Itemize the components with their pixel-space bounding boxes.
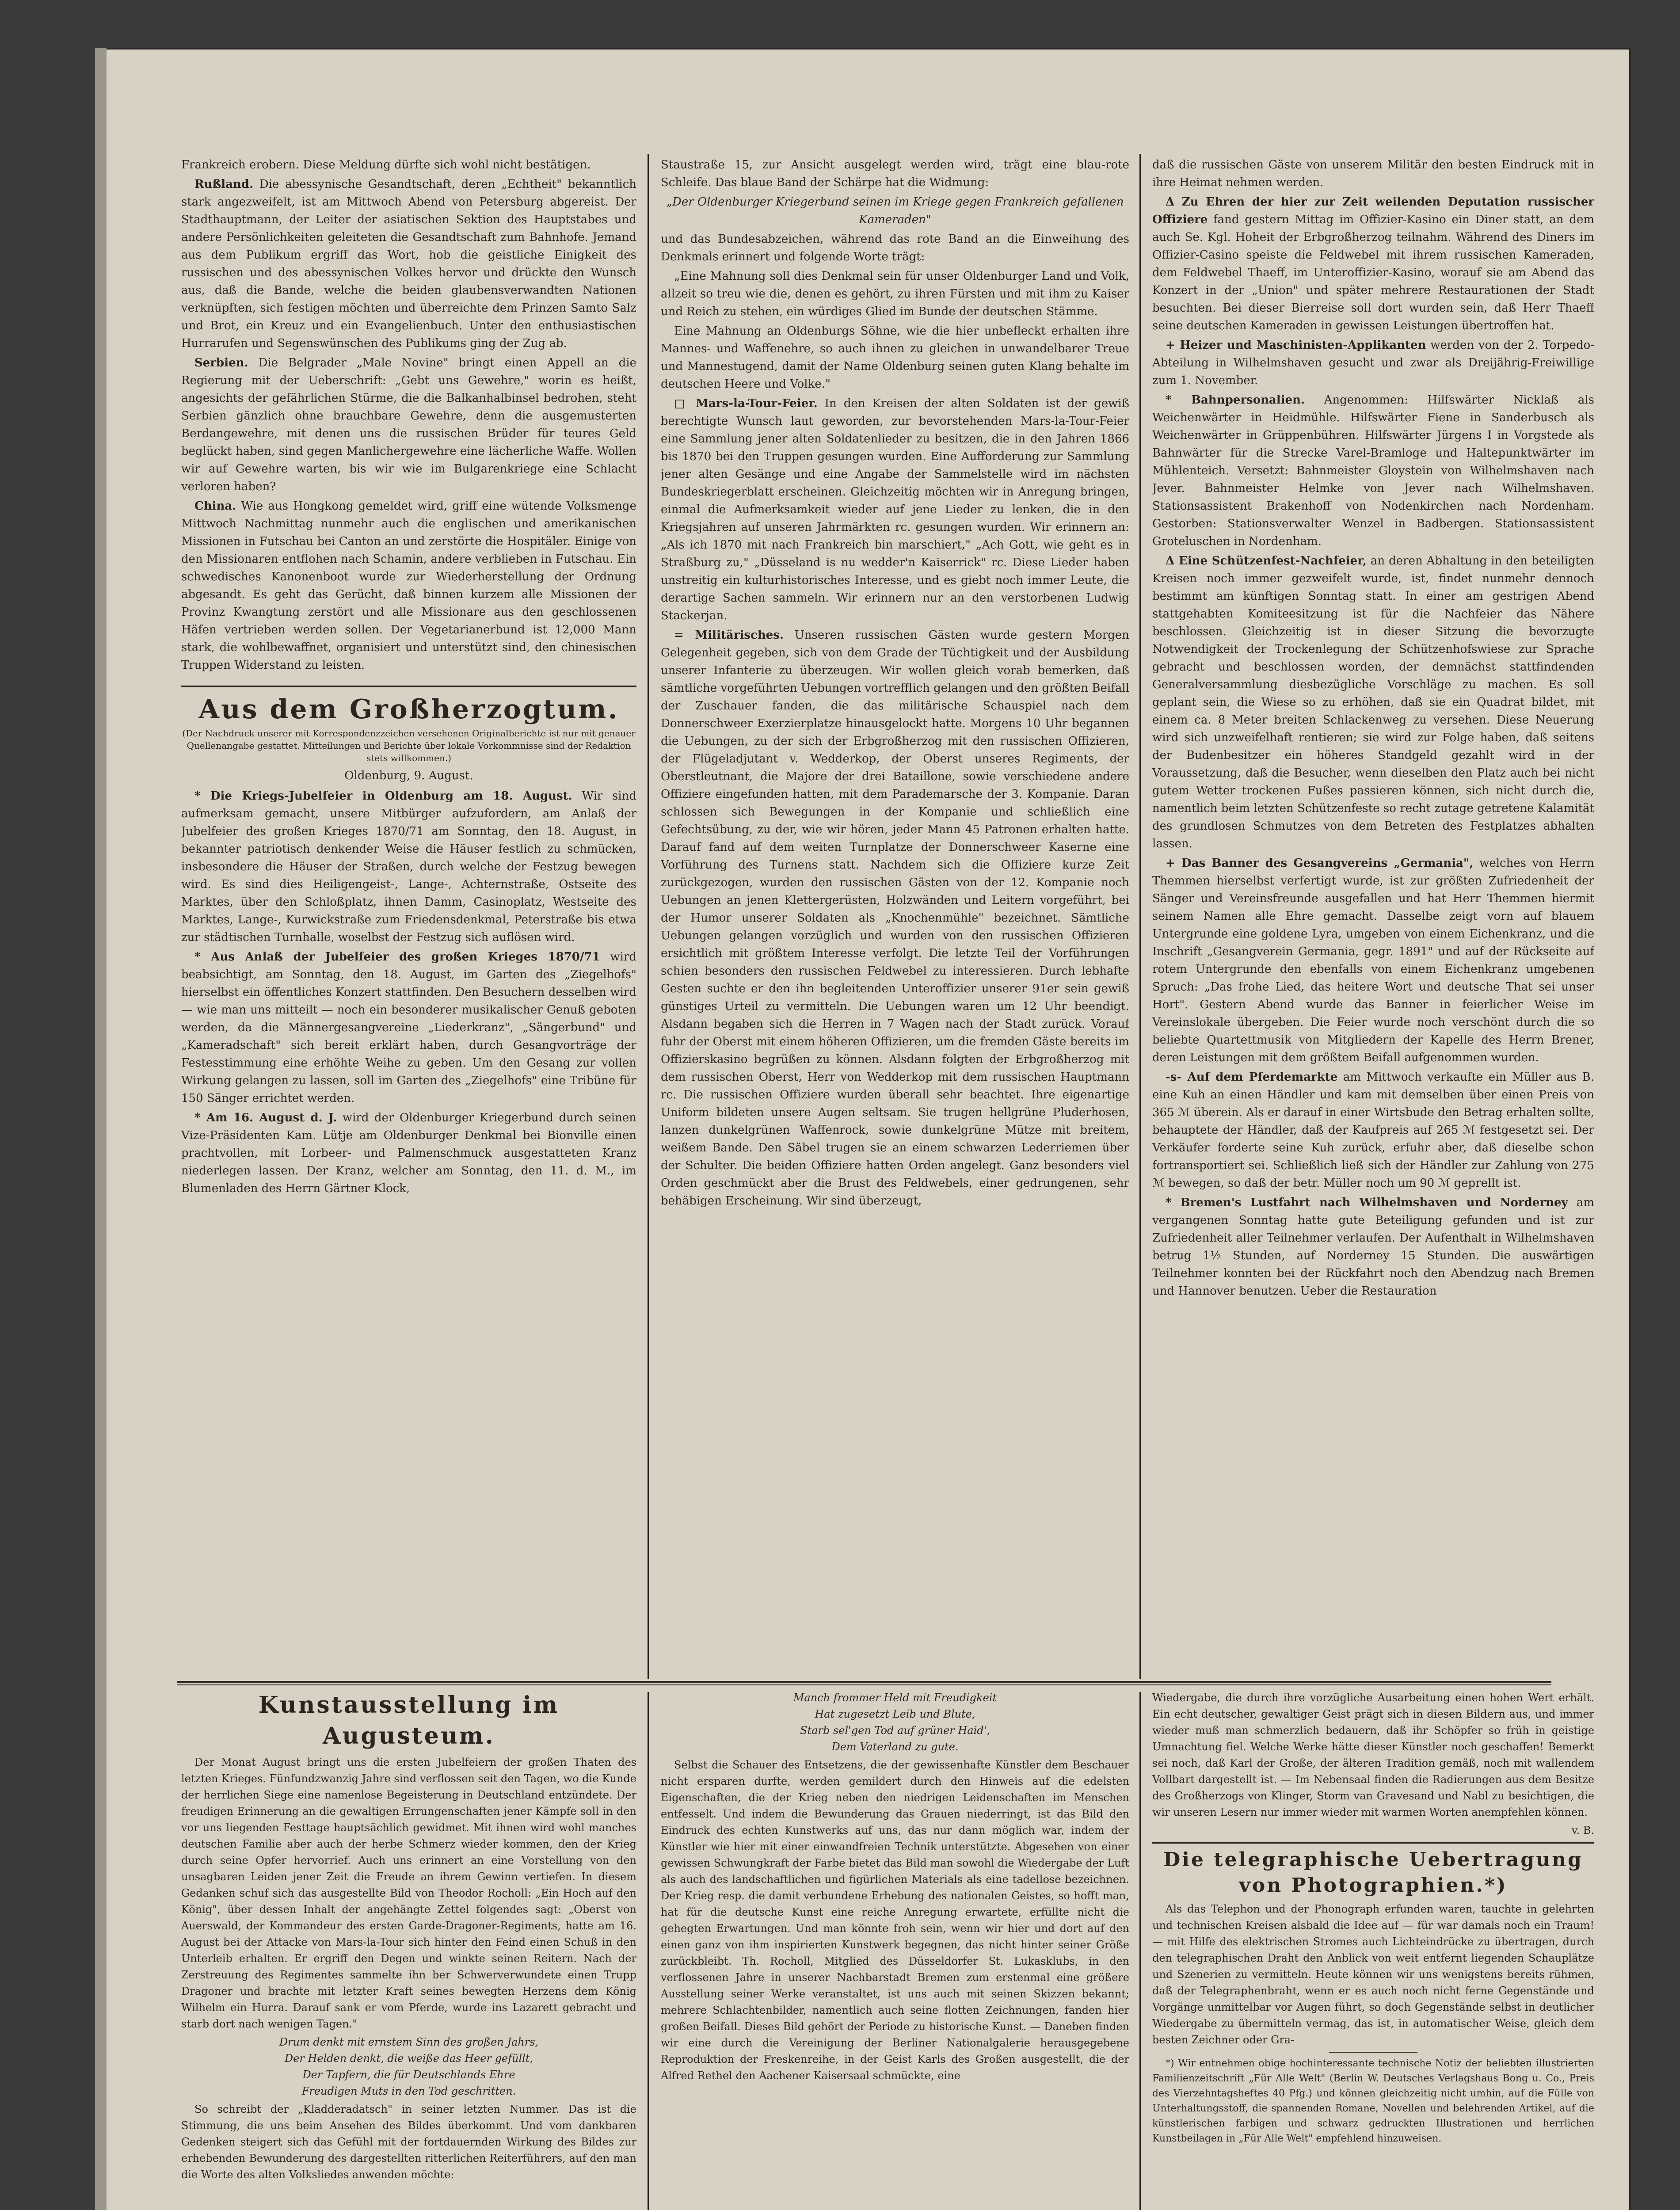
feuilleton-rule	[177, 1681, 1551, 1683]
telegraph-subtitle: von Photographien.*)	[1239, 1874, 1508, 1897]
dedication-quote: „Der Oldenburger Kriegerbund seinen im Kriege gegen Frankreich gefallenen Kameraden"	[666, 195, 1124, 226]
article-text: Unseren russischen Gästen wurde gestern Morgen Gelegenheit gegeben, sich von dem Grade der Tüchtigkeit und der Ausbildung unserer Infanterie zu überzeugen. Wir wollen gleich vorab bemerken, daß sämtliche vorgeführten Uebungen vortrefflich gelangen und den größten Beifall der Zuschauer fanden, die das militärische Schauspiel nach dem Donnerschweer Exerzierplatze hinausgelockt hatte. Morgens 10 Uhr begannen die Uebungen, zu der sich der Erbgroßherzog mit den russischen Offizieren, der Flügeladjutant v. Wedderkop, der Oberst unseres Regiments, der Oberstleutnant, die Majore der drei Bataillone, sowie verschiedene andere Offiziere eingefunden hatten, mit dem Parademarsche der 3. Kompanie. Daran schlossen sich Bewegungen in der Kompanie und schließlich eine Gefechtsübung, zu der, wie wir hören, jeder Mann 45 Patronen erhalten hatte. Darauf fand auf dem weiten Turnplatze der Donnerschweer Kaserne eine Vorführung des Turnens statt. Nachdem sich die Offiziere kurze Zeit zurückgezogen, wurden den russischen Gästen von der 12. Kompanie noch Uebungen an jenen Klettergerüsten, Holzwänden und Leitern vorgeführt, bei der Humor unserer Soldaten als „Knochenmühle" bezeichnet. Sämtliche Uebungen gelangen vorzüglich und wurden von den russischen Offizieren ersichtlich mit größtem Interesse verfolgt. Die letzte Teil der Vorführungen schien besonders den russischen Feldwebel zu interessieren. Durch lebhafte Gesten suchte er den ihn begleitenden Unteroffizier unserer 91er sein gewiß günstiges Urteil zu vermitteln. Die Uebungen waren um 12 Uhr beendigt. Alsdann begaben sich die Herren in 7 Wagen nach der Stadt zurück. Vorauf fuhr der Oberst mit einem höheren Offizieren, um die fremden Gäste bereits im Offizierskasino begrüßen zu können. Alsdann folgten der Erbgroßherzog mit dem russischen Oberst, Herr von Wedderkop mit dem russischen Hauptmann rc. Die russischen Offiziere wurden überall sehr beachtet. Ihre eigenartige Uniform bildeten unsere Augen seltsam. Sie trugen hellgrüne Pluderhosen, lanzen dunkelgrünen Waffenrock, sowie dunkelgrüne Mütze mit breitem, weißem Bande. Den Säbel trugen sie an einem schwarzen Lederriemen über der Schulter. Die beiden Offiziere hatten Orden angelegt. Ganz besonders viel Orden geschmückt aber die Brust des Feldwebels, einer gedrungenen, sehr behäbigen Erscheinung. Wir sind überzeugt,	[661, 629, 1129, 1208]
paragraph: Wiedergabe, die durch ihre vorzügliche Ausarbeitung einen hohen Wert erhält. Ein echt deutscher, gewaltiger Geist prägt sich in diesen Bildern aus, und immer wieder muß man schmerzlich bedauern, daß ihr Schöpfer so früh in geistige Umnachtung fiel. Welche Werke hätte dieser Künstler noch geschaffen! Bemerkt sei noch, daß Karl der Große, der älteren Tradition gemäß, noch mit wallendem Vollbart dargestellt ist. — Im Nebensaal finden die Radierungen aus dem Besitze des Großherzogs von Klinger, Storm van Gravesand und Nabl zu besichtigen, die wir unseren Lesern nur immer wieder mit warmen Worten anempfehlen können.	[1152, 1692, 1594, 1818]
column-2	[661, 156, 1129, 1677]
verse: Drum denkt mit ernstem Sinn des großen Jahrs, Der Helden denkt, die weiße das Heer gefüllt, Der Tapfern, die für Deutschlands Ehre Freudigen Muts in den Tod geschritten.	[279, 2036, 539, 2097]
column-rule	[1139, 1692, 1141, 2210]
paragraph: So schreibt der „Kladderadatsch" in seiner letzten Nummer. Das ist die Stimmung, die uns beim Ansehen des Bildes überkommt. Und vom dankbaren Gedenken steigert sich das Gefühl mit der fortdauernden Wirkung des Bildes zur erhebenden Bewunderung des dargestellten ritterlichen Reiterführers, auf den man die Worte des alten Volksliedes anwenden möchte:	[181, 2103, 636, 2181]
paragraph: Als das Telephon und der Phonograph erfunden waren, tauchte in gelehrten und technischen Kreisen alsbald die Idee auf — für war damals noch ein Traum! — mit Hilfe des elektrischen Stromes auch Lichteindrücke zu übertragen, durch den telegraphischen Draht den Anblick von weit entfernt liegenden Schauplätze und Szenerien zu vermitteln. Heute können wir uns wenigstens bereits rühmen, daß der Telegraphenbraht, wenn er es auch noch nicht ferne Gegenstände und Vorgänge unmittelbar vor Augen führt, so doch Gegenstände selbst in deutlicher Wiedergabe zu übermitteln vermag, das ist, in automatischer Weise, gleich dem besten Zeichner oder Gra-	[1152, 1903, 1594, 2046]
article-heading: + Heizer und Maschinisten-Applikanten	[1166, 339, 1426, 352]
article-heading: * Aus Anlaß der Jubelfeier des großen Krieges 1870/71	[194, 950, 600, 964]
article-heading: * Bahnpersonalien.	[1166, 393, 1305, 407]
article-heading: Serbien.	[194, 356, 248, 370]
article-mars-la-tour	[661, 395, 1129, 625]
article-text: am Mittwoch verkaufte ein Müller aus B. eine Kuh an einen Händler und kam mit demselben über einen Preis von 365 ℳ überein. Als er darauf in einer Wirtsbude den Betrag erhalten sollte, behauptete der Händler, daß der Kaufpreis auf 265 ℳ festgesetzt sei. Der Verkäufer forderte seine Kuh zurück, erfuhr aber, daß dieselbe schon fortransportiert sei. Schließlich ließ sich der Händler zur Zahlung von 275 ℳ bewegen, so daß der betr. Müller noch um 90 ℳ geprellt ist.	[1152, 1071, 1594, 1190]
feuilleton-column-2	[661, 1690, 1129, 2210]
article-heading: * Am 16. August d. J.	[194, 1111, 337, 1124]
article-text: fand gestern Mittag im Offizier-Kasino ein Diner statt, an dem auch Se. Kgl. Hoheit der Erbgroßherzog teilnahm. Während des Diners im Offizier-Casino speiste die Feldwebel mit ihrem russischen Kameraden, dem Feldwebel Thaeff, im Unteroffizier-Kasino, worauf sie am Abend das Konzert in der „Union" und später mehrere Restaurationen der Stadt besuchten. Bei dieser Bierreise soll dort wurden sein, daß Herr Thaeff seine deutschen Kameraden in gewissen Leistungen übertroffen hat.	[1152, 213, 1594, 332]
article-heading: * Bremen's Lustfahrt nach Wilhelmshaven und Norderney	[1166, 1196, 1568, 1209]
feuilleton-column-3	[1152, 1690, 1594, 2210]
article-heading: = Militärisches.	[674, 629, 784, 642]
article-pferdemarkt	[1152, 1068, 1594, 1192]
section-rule	[1152, 1842, 1594, 1844]
article-heading: * Die Kriegs-Jubelfeier in Oldenburg am 18. August.	[194, 789, 572, 803]
newspaper-page	[95, 48, 1631, 2210]
article-banner	[1152, 854, 1594, 1067]
article-kranz	[181, 1109, 636, 1197]
verse: Manch frommer Held mit Freudigkeit Hat zugesetzt Leib und Blute, Starb sel'gen Tod auf grüner Haid', Dem Vaterland zu gute.	[793, 1692, 997, 1753]
feuilleton-title: Kunstausstellung im Augusteum.	[258, 1692, 560, 1749]
feuilleton-rule	[177, 1684, 1551, 1685]
article-lustfahrt	[1152, 1194, 1594, 1300]
article-heading: -s- Auf dem Pferdemarkte	[1166, 1071, 1338, 1084]
article-kriegs-jubelfeier	[181, 787, 636, 946]
article-konzert	[181, 948, 636, 1107]
section-note: (Der Nachdruck unserer mit Korrespondenzzeichen versehenen Originalberichte ist nur mit genauer Quellenangabe gestattet. Mitteilungen und Berichte über lokale Vorkommnisse sind der Redaktion stets willkommen.)	[182, 728, 636, 763]
column-1	[181, 156, 636, 1677]
paragraph: „Eine Mahnung soll dies Denkmal sein für unser Oldenburger Land und Volk, allzeit so treu wie die, denen es gehört, zu ihren Fürsten und mit ihm zu Kaiser und Reich zu stehen, ein würdiges Glied im Bunde der deutschen Stämme.	[661, 270, 1129, 318]
paragraph: Selbst die Schauer des Entsetzens, die der gewissenhafte Künstler dem Beschauer nicht ersparen durfte, werden gemildert durch den Hinweis auf die edelsten Eigenschaften, die der Krieg neben den niedrigen Leidenschaften im Menschen entfesselt. Und indem die Bewunderung das Grauen niederringt, ist das Bild den Eindruck des echten Kunstwerks auf uns, das nur dann möglich war, indem der Künstler wie hier mit einer einwandfreien Technik unterstützte. Abgesehen von einer gewissen Schwungkraft der Farbe bietet das Bild man sowohl die Wiedergabe der Luft als auch des landschaftlichen und figürlichen Materials als eine tadellose bezeichnen. Der Krieg resp. die damit verbundene Erhebung des nationalen Geistes, so hofft man, hat für die deutsche Kunst eine reiche Anregung erwartete, erfüllte nicht die gehegten Erwartungen. Und man könnte froh sein, wenn wir hier und dort auf den einen ganz von ihm inspirierten Kunstwerk begegnen, das nicht hinter seiner Größe zurückbleibt. Th. Rocholl, Mitglied des Düsseldorfer St. Lukasklubs, in den verflossenen Jahre in unserer Nachbarstadt Bremen zum erstenmal eine größere Ausstellung seiner Werke veranstaltet, ist uns auch mit seinen Skizzen bekannt; mehrere Schlachtenbilder, namentlich auch seine flotten Zeichnungen, fanden hier großen Beifall. Dieses Bild gehört der Periode zu historische Kunst. — Daneben finden wir eine durch die Vereinigung der Berliner Nationalgalerie herausgegebene Reproduktion der Freskenreihe, in der Geist Karls des Großen ausgestellt, die der Alfred Rethel den Aachener Kaisersaal schmückte, eine	[661, 1759, 1129, 2082]
article-text: welches von Herrn Themmen hierselbst verfertigt wurde, ist zur größten Zufriedenheit der Sänger und Vereinsfreunde ausgefallen und hat Herr Themmen hiermit seinem Namen alle Ehre gemacht. Dasselbe zeigt vorn auf blauem Untergrunde eine goldene Lyra, umgeben von einem Eichenkranz, und die Inschrift „Gesangverein Germania, gegr. 1891" und auf der Rückseite auf rotem Untergrunde den ebenfalls von einem Eichenkranz umgebenen Spruch: „Das frohe Lied, das heitere Wort und deutsche That sei unser Hort". Gestern Abend wurde das Banner in feierlicher Weise im Vereinslokale übergeben. Die Feier wurde noch verschönt durch die so beliebte Quartettmusik von Mitgliedern der Kapelle des Herrn Brener, deren Leistungen mit dem größtem Beifall aufgenommen wurden.	[1152, 857, 1594, 1064]
article-text: werden von der 2. Torpedo-Abteilung in Wilhelmshaven gesucht und zwar als Dreijährig-Freiwillige zum 1. November.	[1152, 339, 1594, 387]
article-heading: Δ Zu Ehren der hier zur Zeit weilenden Deputation russischer Offiziere	[1152, 195, 1594, 226]
article-heading: Rußland.	[194, 178, 254, 191]
article-text: Die Belgrader „Male Novine" bringt einen Appell an die Regierung mit der Ueberschrift: „Gebt uns Gewehre," worin es heißt, angesichts der gefährlichen Stürme, die die Balkanhalbinsel bedrohen, steht Serbien gänzlich ohne brauchbare Gewehre, denn die ausgemusterten Berdangewehre, mit denen uns die russischen Brüder für teures Geld beglückt haben, sind gegen Manlichergewehre eine lächerliche Waffe. Wollen wir auf Gewehre warten, bis wir wie im Bulgarenkriege eine Schlacht verloren haben?	[181, 356, 636, 493]
article-schuetzenfest	[1152, 552, 1594, 853]
article-text: wird beabsichtigt, am Sonntag, den 18. August, im Garten des „Ziegelhofs" hierselbst ein öffentliches Konzert stattfinden. Den Besuchern desselben wird — wie man uns mitteilt — noch ein besonderer musikalischer Genuß geboten werden, da die Männergesangvereine „Liederkranz", „Sängerbund" und „Kameradschaft" sich bereit erklärt haben, durch Gesangvorträge der Festesstimmung eine erhöhte Weihe zu geben. Um den Gesang zur vollen Wirkung gelangen zu lassen, soll im Garten des „Ziegelhofs" eine Tribüne für 150 Sänger errichtet werden.	[181, 950, 636, 1105]
article-militaerisches	[661, 626, 1129, 1210]
paragraph: Frankreich erobern. Diese Meldung dürfte sich wohl nicht bestätigen.	[181, 158, 591, 171]
article-heading: □ Mars-la-Tour-Feier.	[674, 397, 818, 410]
feuilleton-column-1	[181, 1690, 636, 2210]
article-russland	[181, 175, 636, 352]
dateline: Oldenburg, 9. August.	[344, 769, 473, 782]
article-heading: + Das Banner des Gesangvereins „Germania",	[1166, 857, 1474, 870]
article-text: am vergangenen Sonntag hatte gute Beteiligung gefunden und ist zur Zufriedenheit aller Teilnehmer verlaufen. Der Aufenthalt in Wilhelmshaven betrug 1½ Stunden, auf Norderney 15 Stunden. Die auswärtigen Teilnehmer konnten bei der Rückfahrt noch den Abendzug nach Bremen und Hannover benutzen. Ueber die Restauration	[1152, 1196, 1594, 1298]
author-signature: v. B.	[1571, 1824, 1594, 1837]
paragraph: Staustraße 15, zur Ansicht ausgelegt werden wird, trägt eine blau-rote Schleife. Das blaue Band der Schärpe hat die Widmung:	[661, 158, 1129, 189]
column-3	[1152, 156, 1594, 1677]
article-heizer	[1152, 336, 1594, 389]
article-china	[181, 497, 636, 674]
article-text: an deren Abhaltung in den beteiligten Kreisen noch immer gezweifelt wurde, ist, findet nunmehr dennoch bestimmt am künftigen Sonntag statt. In einer am gestrigen Abend stattgehabten Komiteesitzung ist für die Nachfeier das Nähere beschlossen. Gleichzeitig ist in dieser Sitzung die bevorzugte Notwendigkeit der Trockenlegung der Schützenhofswiese zur Sprache gebracht und beschlossen worden, der demnächst stattfindenden Generalversammlung diesbezügliche Vorschläge zu machen. Es soll geplant sein, die Wiese so zu erhöhen, daß sie ein Quadrat bildet, mit einem ca. 8 Meter breiten Schlackenweg zu versehen. Diese Neuerung wird sich unzweifelhaft rentieren; sie wird zur Folge haben, daß seitens der Budenbesitzer ein höheres Standgeld gezahlt wird in der Voraussetzung, daß die Besucher, wenn dieselben den Platz auch bei nicht gutem Wetter trockenen Fußes passieren können, sich nicht durch die, namentlich beim letzten Schützenfeste so recht zutage getretene Kalamität des grundlosen Schmutzes von dem Betreten des Festplatzes abhalten lassen.	[1152, 554, 1594, 850]
column-rule	[648, 1692, 649, 2210]
article-heading: China.	[194, 499, 236, 513]
footnote-rule	[1329, 2052, 1417, 2053]
article-serbien	[181, 354, 636, 495]
article-text: In den Kreisen der alten Soldaten ist der gewiß berechtigte Wunsch laut geworden, zur bevorstehenden Mars-la-Tour-Feier eine Sammlung jener alten Soldatenlieder zu besitzen, die in den Jahren 1866 bis 1870 bei den Truppen gesungen wurden. Eine Aufforderung zur Sammlung jener alten Gesänge und eine Angabe der Sammelstelle wird im nächsten Bundeskriegerblatt erscheinen. Gleichzeitig möchten wir in Anregung bringen, einmal die Aufmerksamkeit wieder auf jene Lieder zu lenken, die in den Kriegsjahren auf unseren Jahrmärkten rc. gesungen wurden. Wir erinnern an: „Als ich 1870 mit nach Frankreich bin marschiert," „Ach Gott, wie geht es in Straßburg zu," „Düsseland is nu wedder'n Kaiserrick" rc. Diese Lieder haben unstreitig ein kulturhistorisches Interesse, und es giebt noch immer Leute, die derartige Sachen sammeln. Wir erinnern nur an den verstorbenen Ludwig Stackerjan.	[661, 397, 1129, 622]
paragraph: daß die russischen Gäste von unserem Militär den besten Eindruck mit in ihre Heimat nehmen werden.	[1152, 158, 1594, 189]
page-edge	[95, 48, 107, 2210]
article-text: Angenommen: Hilfswärter Nicklaß als Weichenwärter in Heidmühle. Hilfswärter Fiene in Sanderbusch als Weichenwärter in Grüppenbühren. Hilfswärter Jürgens I in Vorgstede als Bahnwärter für die Strecke Varel-Bramloge und Haltepunktwärter im Mühlenteich. Versetzt: Bahnmeister Gloystein von Wilhelmshaven nach Jever. Bahnmeister Helmke von Jever nach Wilhelmshaven. Stationsassistent Brakenhoff von Nodenkirchen nach Nordenham. Gestorben: Stationsverwalter Wenzel in Badbergen. Stationsassistent Groteluschen in Nordenham.	[1152, 393, 1594, 548]
paragraph: Der Monat August bringt uns die ersten Jubelfeiern der großen Thaten des letzten Krieges. Fünfundzwanzig Jahre sind verflossen seit den Tagen, wo die Kunde der herrlichen Siege eine namenlose Begeisterung in Deutschland entzündete. Der freudigen Erinnerung an die gewaltigen Errungenschaften jener Kämpfe soll in den vor uns liegenden Festtage hauptsächlich gewidmet. Mit ihnen wird wohl manches deutschen Familie aber auch der herbe Schmerz wieder kommen, den der Krieg durch seine Opfer hervorrief. Auch uns erinnert an eine Vorstellung von den unsagbaren Leiden jener Zeit die Freude an ihrem Gewinn vertiefen. In diesem Gedanken schuf sich das ausgestellte Bild von Theodor Rocholl: „Ein Hoch auf den König", über dessen Inhalt der angehängte Zettel folgendes sagt: „Oberst von Auerswald, der Kommandeur des ersten Garde-Dragoner-Regiments, hatte am 16. August bei der Attacke von Mars-la-Tour sich hinter den Feind einen Schuß in den Unterleib erhalten. Er ergriff den Degen und winkte seinen Reitern. Nach der Zerstreuung des Regimentes sammelte ihn ber Schwerverwundete einen Trupp Dragoner und brachte mit letzter Kraft seines bewegten Herzens dem König Wilhelm ein Hurra. Darauf sank er vom Pferde, wurde ins Lazarett gebracht und starb dort nach wenigen Tagen."	[181, 1756, 636, 2030]
telegraph-title: Die telegraphische Uebertragung	[1163, 1848, 1583, 1871]
column-rule	[648, 154, 649, 1679]
article-ehren	[1152, 193, 1594, 335]
article-text: Wie aus Hongkong gemeldet wird, griff eine wütende Volksmenge Mittwoch Nachmittag nunmehr auch die englischen und amerikanischen Missionen in Futschau bei Canton an und zerstörte die Hospitäler. Einige von den Missionaren entflohen nach Schamin, andere verblieben in Futschau. Ein schwedisches Kanonenboot wurde zur Wiederherstellung der Ordnung abgesandt. Es geht das Gerücht, daß binnen kurzem alle Missionen der Provinz Kwangtung zerstört und alle Missionare aus den geschlossenen Häfen vertrieben werden sollen. Der Vegetarianerbund ist 12,000 Mann stark, die wohlbewaffnet, organisiert und unterstützt sind, den chinesischen Truppen Widerstand zu leisten.	[181, 499, 636, 672]
paragraph: Eine Mahnung an Oldenburgs Söhne, wie die hier unbefleckt erhalten ihre Mannes- und Waffenehre, so auch ihnen zu gleichen in unwandelbarer Treue und Mannestugend, damit der Name Oldenburg seinen guten Klang behalte im deutschen Heere und Volke."	[661, 324, 1129, 391]
section-title: Aus dem Großherzogtum.	[198, 694, 619, 725]
footnote: *) Wir entnehmen obige hochinteressante technische Notiz der beliebten illustrierten Familienzeitschrift „Für Alle Welt" (Berlin W. Deutsches Verlagshaus Bong u. Co., Preis des Vierzehntagsheftes 40 Pfg.) und können gleichzeitig nicht umhin, auf die Fülle von Unterhaltungsstoff, die spannenden Romane, Novellen und belehrenden Artikel, auf die künstlerischen farbigen und schwarz gedruckten Illustrationen und herrlichen Kunstbeilagen in „Für Alle Welt" empfehlend hinzuweisen.	[1152, 2058, 1594, 2144]
article-text: wird der Oldenburger Kriegerbund durch seinen Vize-Präsidenten Kam. Lütje am Oldenburger Denkmal bei Bionville einen prachtvollen, mit Lorbeer- und Palmenschmuck ausgestatteten Kranz niederlegen lassen. Der Kranz, welcher am Sonntag, den 11. d. M., im Blumenladen des Herrn Gärtner Klock,	[181, 1111, 636, 1195]
article-text: Die abessynische Gesandtschaft, deren „Echtheit" bekanntlich stark angezweifelt, ist am Mittwoch Abend von Petersburg abgereist. Der Stadthauptmann, der Leiter der asiatischen Sektion des Hauptstabes und andere Persönlichkeiten geleiteten die Gesandtschaft zum Bahnhofe. Jemand aus dem Publikum ergriff das Wort, hob die geistliche Einigkeit des russischen und des abessynischen Volkes hervor und drückte den Wunsch aus, daß die Bande, welche die beiden glaubensverwandten Nationen verknüpften, sich festigen möchten und überreichte dem Prinzen Samto Salz und Brot, ein Kreuz und ein Evangelienbuch. Unter den enthusiastischen Hurrarufen und Segenswünschen des Publikums ging der Zug ab.	[181, 178, 636, 350]
column-rule	[1139, 154, 1141, 1679]
section-rule	[181, 686, 636, 687]
article-text: Wir sind aufmerksam gemacht, unsere Mitbürger aufzufordern, am Anlaß der Jubelfeier des großen Krieges 1870/71 am Sonntag, den 18. August, in bekannter patriotisch denkender Weise die Häuser festlich zu schmücken, insbesondere die Häuser der Straßen, durch welche der Festzug bewegen wird. Es sind dies Heiligengeist-, Lange-, Achternstraße, Ostseite des Marktes, über den Schloßplatz, ihnen Damm, Casinoplatz, Westseite des Marktes, Lange-, Kurwickstraße zum Friedensdenkmal, Peterstraße bis etwa zur städtischen Turnhalle, woselbst der Festzug sich auflösen wird.	[181, 789, 636, 944]
article-bahnpersonalien	[1152, 391, 1594, 550]
paragraph: und das Bundesabzeichen, während das rote Band an die Einweihung des Denkmals erinnert und folgende Worte trägt:	[661, 232, 1129, 263]
article-heading: Δ Eine Schützenfest-Nachfeier,	[1166, 554, 1367, 568]
